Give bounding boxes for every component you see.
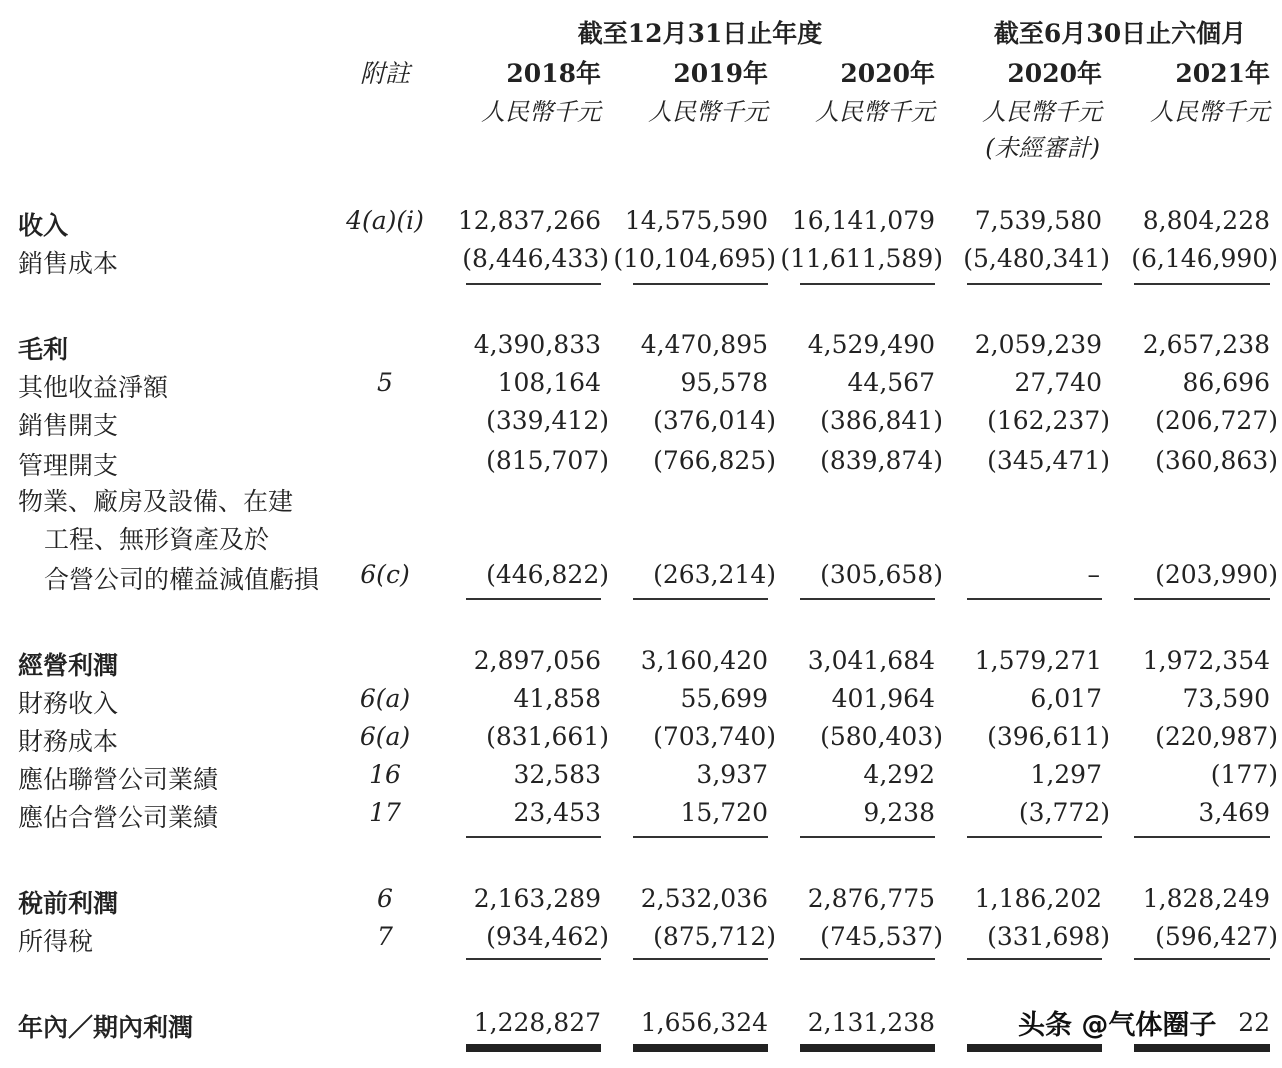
cell-value: (386,841) xyxy=(820,406,943,435)
cell-value: 2,163,289 xyxy=(473,884,601,913)
total-double-rule xyxy=(466,1044,601,1052)
subtotal-rule xyxy=(466,836,601,838)
total-double-rule xyxy=(1134,1044,1270,1052)
cell-value: 2,131,238 xyxy=(807,1008,935,1037)
subtotal-rule xyxy=(1134,958,1270,960)
cell-value: 1,186,202 xyxy=(974,884,1102,913)
cell-value: 9,238 xyxy=(863,798,935,827)
subtotal-rule xyxy=(1134,598,1270,600)
subtotal-rule xyxy=(967,958,1102,960)
cell-value: 2,897,056 xyxy=(473,646,601,675)
cell-value: 6,017 xyxy=(1030,684,1102,713)
row-note: 7 xyxy=(377,922,393,951)
row-label: 銷售成本 xyxy=(18,249,119,278)
row-label: 應佔聯營公司業績 xyxy=(18,765,219,794)
subtotal-rule xyxy=(1134,836,1270,838)
unaudited-label: (未經審計) xyxy=(985,134,1100,162)
cell-value: 41,858 xyxy=(513,684,601,713)
subtotal-rule xyxy=(466,958,601,960)
subtotal-rule xyxy=(466,598,601,600)
row-note: 6 xyxy=(377,884,393,913)
cell-value: (360,863) xyxy=(1155,446,1278,475)
row-label-line: 合營公司的權益減值虧損 xyxy=(44,565,320,594)
cell-value: 108,164 xyxy=(497,368,601,397)
cell-value: 2,876,775 xyxy=(807,884,935,913)
row-note: 17 xyxy=(369,798,401,827)
subtotal-rule xyxy=(633,836,768,838)
cell-value: 86,696 xyxy=(1182,368,1270,397)
cell-value: (8,446,433) xyxy=(462,244,609,273)
cell-value: (875,712) xyxy=(653,922,776,951)
cell-value: 55,699 xyxy=(680,684,768,713)
subtotal-rule xyxy=(967,283,1102,285)
cell-value: (815,707) xyxy=(486,446,609,475)
total-double-rule xyxy=(800,1044,935,1052)
cell-value: 4,470,895 xyxy=(640,330,768,359)
row-label: 財務成本 xyxy=(18,727,119,756)
cell-value: 23,453 xyxy=(513,798,601,827)
cell-value: 95,578 xyxy=(680,368,768,397)
year-header-2: 2019年 xyxy=(673,59,768,88)
cell-value: 1,972,354 xyxy=(1142,646,1270,675)
unit-header-1: 人民幣千元 xyxy=(481,98,601,126)
cell-value: (5,480,341) xyxy=(963,244,1110,273)
group-header-interim: 截至6月30日止六個月 xyxy=(993,19,1247,48)
subtotal-rule xyxy=(1134,283,1270,285)
cell-value: (177) xyxy=(1210,760,1278,789)
cell-value: 1,297 xyxy=(1030,760,1102,789)
cell-value: 2,532,036 xyxy=(640,884,768,913)
cell-value: 3,160,420 xyxy=(640,646,768,675)
subtotal-rule xyxy=(633,283,768,285)
cell-value: 27,740 xyxy=(1014,368,1102,397)
subtotal-rule xyxy=(633,598,768,600)
cell-value: (206,727) xyxy=(1155,406,1278,435)
cell-value: 15,720 xyxy=(680,798,768,827)
row-note: 6(c) xyxy=(360,560,410,589)
cell-value: (580,403) xyxy=(820,722,943,751)
cell-value: 4,390,833 xyxy=(473,330,601,359)
row-note: 5 xyxy=(377,368,393,397)
subtotal-rule xyxy=(466,283,601,285)
row-note: 6(a) xyxy=(359,722,411,751)
row-label: 銷售開支 xyxy=(18,411,119,440)
cell-value: 4,529,490 xyxy=(807,330,935,359)
cell-value: 22 xyxy=(1238,1008,1270,1037)
cell-value: (6,146,990) xyxy=(1131,244,1278,273)
row-label: 經營利潤 xyxy=(18,651,119,680)
row-note: 4(a)(i) xyxy=(346,206,424,235)
cell-value: (446,822) xyxy=(486,560,609,589)
year-header-1: 2018年 xyxy=(506,59,601,88)
row-label-line: 工程、無形資產及於 xyxy=(44,525,270,554)
cell-value: (766,825) xyxy=(653,446,776,475)
row-label: 稅前利潤 xyxy=(18,889,119,918)
year-header-5: 2021年 xyxy=(1175,59,1270,88)
row-note: 16 xyxy=(369,760,401,789)
cell-value: 3,937 xyxy=(696,760,768,789)
subtotal-rule xyxy=(800,958,935,960)
row-label-line: 物業、廠房及設備、在建 xyxy=(18,487,294,516)
subtotal-rule xyxy=(967,598,1102,600)
cell-value: 12,837,266 xyxy=(457,206,601,235)
cell-value: 8,804,228 xyxy=(1142,206,1270,235)
subtotal-rule xyxy=(967,836,1102,838)
cell-value: 3,469 xyxy=(1198,798,1270,827)
cell-value: 1,656,324 xyxy=(640,1008,768,1037)
note-column-header: 附註 xyxy=(360,59,411,88)
cell-value: (831,661) xyxy=(486,722,609,751)
cell-value: 32,583 xyxy=(513,760,601,789)
cell-value: 7,539,580 xyxy=(974,206,1102,235)
cell-value: 1,579,271 xyxy=(974,646,1102,675)
cell-value: (396,611) xyxy=(987,722,1110,751)
year-header-4: 2020年 xyxy=(1007,59,1102,88)
cell-value: 14,575,590 xyxy=(624,206,768,235)
cell-value: (596,427) xyxy=(1155,922,1278,951)
row-note: 6(a) xyxy=(359,684,411,713)
cell-value: (934,462) xyxy=(486,922,609,951)
row-label: 收入 xyxy=(18,211,69,240)
cell-value: (10,104,695) xyxy=(613,244,776,273)
cell-value: (331,698) xyxy=(987,922,1110,951)
row-label: 財務收入 xyxy=(18,689,119,718)
year-header-3: 2020年 xyxy=(840,59,935,88)
cell-value: (345,471) xyxy=(987,446,1110,475)
row-label: 毛利 xyxy=(18,335,69,364)
cell-value: – xyxy=(1087,560,1100,589)
cell-value: (220,987) xyxy=(1155,722,1278,751)
total-double-rule xyxy=(967,1044,1102,1052)
total-double-rule xyxy=(633,1044,768,1052)
cell-value: (203,990) xyxy=(1155,560,1278,589)
unit-header-2: 人民幣千元 xyxy=(648,98,768,126)
cell-value: (376,014) xyxy=(653,406,776,435)
row-label: 其他收益淨額 xyxy=(18,373,169,402)
cell-value: 16,141,079 xyxy=(791,206,935,235)
unit-header-5: 人民幣千元 xyxy=(1150,98,1270,126)
watermark: 头条 @气体圈子 xyxy=(1018,1010,1217,1041)
cell-value: 73,590 xyxy=(1182,684,1270,713)
cell-value: 1,228,827 xyxy=(473,1008,601,1037)
group-header-annual: 截至12月31日止年度 xyxy=(577,19,823,48)
cell-value: (839,874) xyxy=(820,446,943,475)
subtotal-rule xyxy=(800,598,935,600)
cell-value: 2,657,238 xyxy=(1142,330,1270,359)
cell-value: (305,658) xyxy=(820,560,943,589)
subtotal-rule xyxy=(800,283,935,285)
row-label: 應佔合營公司業績 xyxy=(18,803,219,832)
cell-value: (703,740) xyxy=(653,722,776,751)
cell-value: 401,964 xyxy=(831,684,935,713)
row-label: 管理開支 xyxy=(18,451,119,480)
cell-value: 2,059,239 xyxy=(974,330,1102,359)
cell-value: (745,537) xyxy=(820,922,943,951)
row-label: 年內／期內利潤 xyxy=(18,1013,194,1042)
subtotal-rule xyxy=(633,958,768,960)
cell-value: (162,237) xyxy=(987,406,1110,435)
cell-value: (339,412) xyxy=(486,406,609,435)
cell-value: 4,292 xyxy=(863,760,935,789)
cell-value: 44,567 xyxy=(847,368,935,397)
cell-value: 1,828,249 xyxy=(1142,884,1270,913)
cell-value: (3,772) xyxy=(1018,798,1110,827)
cell-value: (11,611,589) xyxy=(780,244,943,273)
cell-value: 3,041,684 xyxy=(807,646,935,675)
subtotal-rule xyxy=(800,836,935,838)
unit-header-4: 人民幣千元 xyxy=(982,98,1102,126)
unit-header-3: 人民幣千元 xyxy=(815,98,935,126)
cell-value: (263,214) xyxy=(653,560,776,589)
row-label: 所得稅 xyxy=(18,927,94,956)
